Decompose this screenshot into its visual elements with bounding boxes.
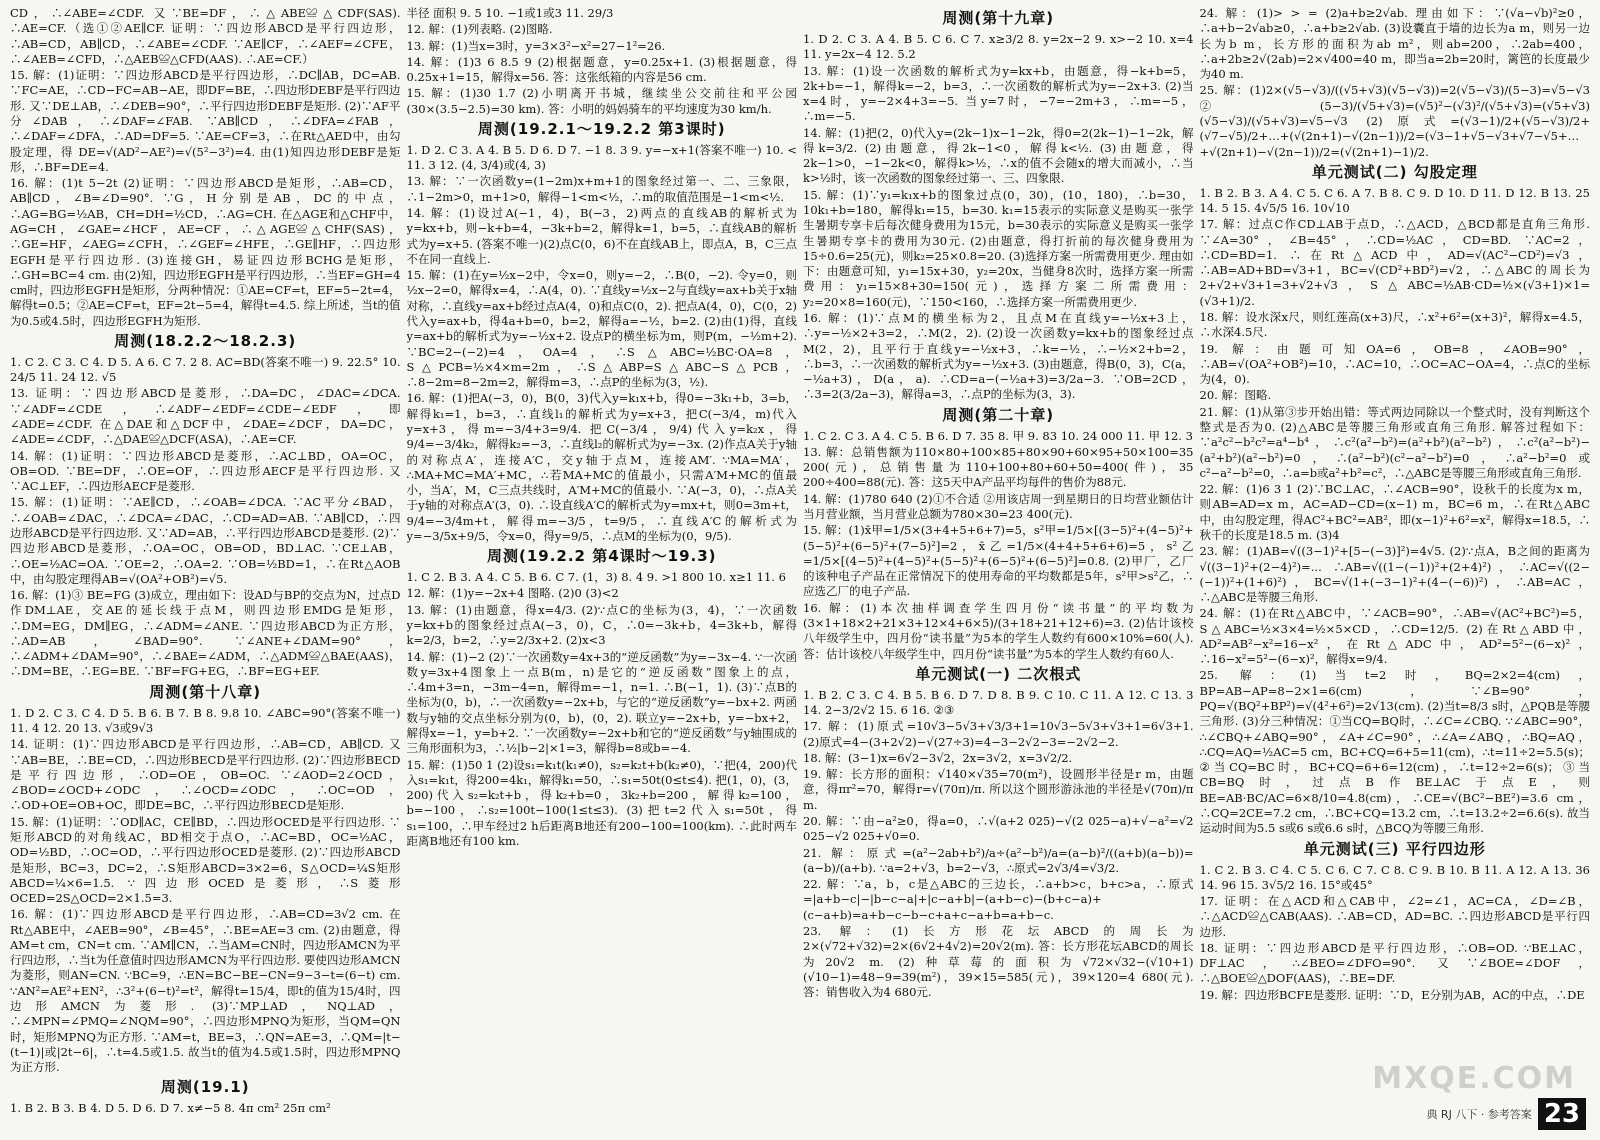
answer-paragraph: 半径 面积 9. 5 10. −1或1或3 11. 29/3: [406, 6, 614, 20]
section-heading: 单元测试(一) 二次根式: [915, 664, 1082, 683]
answer-paragraph: 17. 解：(1)原式=10√3−5√3+√3/3+1=10√3−5√3+√3+1=6√3+1. (2)原式=4−(3+2√2)−√(27÷3)=4−3−2√2−3=−2√2−2.: [803, 719, 1194, 749]
section-heading: 周测(19.1): [160, 1078, 250, 1097]
answer-paragraph: 19. 解：由题可知OA=6，OB=8，∠AOB=90°，∴AB=√(OA²+OB²)=10，∴AC=10，∴OC=AC−OA=4，∴点C的坐标为(4，0).: [1199, 341, 1590, 387]
section-heading: 周测(第十九章): [942, 9, 1055, 27]
answer-paragraph: 1. D 2. C 3. A 4. B 5. C 6. C 7. x≥3/2 8. y=2x−2 9. x>−2 10. x=4 11. y=2x−4 12. 5.2: [803, 31, 1194, 62]
answer-paragraph: 1. B 2. B 3. B 4. D 5. D 6. D 7. x≠−5 8. 4π cm² 25π cm²: [10, 1101, 331, 1116]
section-heading: 周测(18.2.2～18.2.3): [114, 331, 297, 350]
section-heading: 周测(第十八章): [149, 682, 262, 701]
answer-paragraph: 16. 解：(1)本次抽样调查学生四月份“读书量”的平均数为(3×1+18×2+21×3+12×4+6×5)/(3+18+21+12+6)=3. (2)估计该校八年级学生中，四月份“读书量”为5本的学生人数约有600×10%=60(人). 答：估计该校八年级学生中，四月份“读书量”为5本的学生人数约有60人.: [803, 600, 1194, 661]
answer-paragraph: 15. 解：(1)证明：∵OD∥AC，CE∥BD，∴四边形OCED是平行四边形. ∵矩形ABCD的对角线AC，BD相交于点O，∴AC=BD，OC=½AC，OD=½BD，∴OC=OD，∴平行四边形OCED是菱形. (2)∵四边形ABCD是矩形，BC=3，DC=2，∴S矩形ABCD=3×2=6，S△OCD=¼S矩形ABCD=¼×6=1.5. ∵四边形OCED是菱形，∴S菱形OCED=2S△OCD=2×1.5=3.: [10, 814, 401, 906]
answer-paragraph: 17. 证明：在△ACD和△CAB中，∠2=∠1，AC=CA，∠D=∠B，∴△ACD≌△CAB(AAS). ∴AB=CD，AD=BC. ∴四边形ABCD是平行四边形.: [1199, 894, 1590, 939]
answer-paragraph: 18. 解：设水深x尺，则红莲高(x+3)尺，∴x²+6²=(x+3)²，解得x=4.5，∴水深4.5尺.: [1199, 310, 1590, 340]
answer-paragraph: 25. 解：(1)2×(√5−√3)/((√5+√3)(√5−√3))=2(√5−√3)/(5−3)=√5−√3 ②(5−3)/(√5+√3)=(√5)²−(√3)²/(√5+√3)=(√5+√3)(√5−√3)/(√5+√3)=√5−√3 (2)原式=(√3−1)/2+(√5−√3)/2+(√7−√5)/2+…+(√(2n+1)−√(2n−1))/2=(√3−1+√5−√3+√7−√5+…+√(2n+1)−√(2n−1))/2=(√(2n+1)−1)/2.: [1199, 83, 1590, 159]
answer-paragraph: 20. 解：∵由−a²≥0，得a=0，∴√(a+2 025)−√(2 025−a)+√−a²=√2 025−√2 025+√0=0.: [803, 814, 1194, 844]
answer-paragraph: 18. 解：(3−1)x=6√2−3√2，2x=3√2，x=3√2/2.: [803, 750, 1073, 765]
series-label: 典 RJ 八下 · 参考答案: [1426, 1108, 1532, 1121]
answer-paragraph: 1. D 2. C 3. C 4. D 5. B 6. B 7. B 8. 9.8 10. ∠ABC=90°(答案不唯一) 11. 4 12. 20 13. √3或9√3: [10, 705, 401, 735]
page-footer: [1426, 1098, 1586, 1130]
answer-paragraph: 15. 解：(1)证明：∵AE∥CD，∴∠OAB=∠DCA. ∵AC平分∠BAD，∴∠OAB=∠DAC，∴∠DCA=∠DAC，∴CD=AD=AB. ∵AB∥CD，∴四边形ABCD是平行四边形. 又∵AD=AB，∴平行四边形ABCD是菱形. (2)∵四边形ABCD是菱形，∴OA=OC，OB=OD，BD⊥AC. ∵CE⊥AB，∴OE=½AC=OA. ∵OE=2，∴OA=2. ∵OB=½BD=1，∴在Rt△AOB中，由勾股定理得AB=√(OA²+OB²)=√5.: [10, 495, 401, 586]
answer-paragraph: 23. 解：(1)AB=√((3−1)²+[5−(−3)]²)=4√5. (2)∵点A，B之间的距离为√((3−1)²+(2−4)²)=... ∴AB=√((1−(−1))²+(2+4)²)，∴AC=√((2−(−1))²+(1+6)²)，BC=√(1+(−3−1)²+(4−(−6))²)，∴AB=AC，∴△ABC是等腰三角形.: [1199, 544, 1590, 605]
answer-paragraph: 22. 解：∵a，b，c是△ABC的三边长，∴a+b>c，b+c>a，∴原式=|a+b−c|−|b−c−a|+|c−a+b|−(a+b−c)−(b+c−a)+(c−a+b)=a+b−c−b−c+a+c−a+b=a+b−c.: [803, 877, 1194, 922]
answer-paragraph: 23. 解：(1)长方形花坛ABCD的周长为2×(√72+√32)=2×(6√2+4√2)=20√2(m). 答：长方形花坛ABCD的周长为20√2 m. (2)种草莓的面积为√72×√32−(√10+1)(√10−1)=48−9=39(m²)，39×15=585(元)，39×120=4 680(元). 答：销售收入为4 680元.: [803, 924, 1194, 1000]
answer-paragraph: 19. 解：长方形的面积：√140×√35=70(m²)，设圆形半径是r m，由题意，得πr²=70，解得r=√(70π)/π. 所以这个圆形游泳池的半径是√(70π)/π m.: [803, 767, 1194, 812]
answer-paragraph: 15. 解：(1)30 1.7 (2)小明离开书城，继续坐公交前往和平公园(30×(3.5−2.5)=30 km). 答：小明的妈妈骑车的平均速度为30 km/h.: [406, 86, 797, 116]
column-2: [407, 6, 798, 1132]
answer-paragraph: 13. 解：(1)当x=3时，y=3×3²−x²=27−1²=26.: [406, 38, 666, 53]
section-heading: 单元测试(二) 勾股定理: [1311, 162, 1478, 181]
answer-paragraph: 13. 解：∵一次函数y=(1−2m)x+m+1的图象经过第一、二、三象限，∴1−2m>0，m+1>0，解得−1<m<½，∴m的取值范围是−1<m<½.: [406, 174, 797, 204]
answer-paragraph: 14. 解：(1)3 6 8.5 9 (2)根据题意，y=0.25x+1. (3)根据题意，得0.25x+1=15，解得x=56. 答：这张纸箱的内容是56 cm.: [406, 54, 797, 85]
answer-paragraph: 16. 解：(1)∵点M的横坐标为2，且点M在直线y=−½x+3上，∴y=−½×2+3=2，∴M(2，2). (2)设一次函数y=kx+b的图象经过点M(2，2)，且平行于直线y=−½x+3，∴k=−½，∴−½×2+b=2，∴b=3，∴一次函数的解析式为y=−½x+3. (3)由题意，得B(0，3)，C(a，−½a+3)，D(a，a). ∴CD=a−(−½a+3)=3/2a−3. ∵OB=2CD，∴3=2(3/2a−3)，解得a=3，∴点P的坐标为(3，3).: [803, 311, 1194, 402]
answer-paragraph: 13. 解：(1)设一次函数的解析式为y=kx+b，由题意，得−k+b=5，2k+b=−1，解得k=−2，b=3，∴一次函数的解析式为y=−2x+3. (2)当x=4时，y=−2×4+3=−5. 当y=7时，−7=−2m+3，∴m=−5，∴m=−5.: [803, 63, 1194, 124]
section-heading: 周测(19.2.1～19.2.2 第3课时): [477, 119, 726, 138]
answer-paragraph: 20. 解：图略.: [1199, 388, 1272, 403]
answer-paragraph: 15. 解：(1)在y=½x−2中，令x=0，则y=−2，∴B(0，−2). 令y=0，则½x−2=0，解得x=4，∴A(4，0). ∵直线y=½x−2与直线y=ax+b关于x轴对称，∴直线y=ax+b经过点A(4，0)和点C(0，2). 把点A(4，0)，C(0，2)代入y=ax+b，得4a+b=0，b=2，解得a=−½，b=2. (2)由(1)得，直线y=ax+b的解析式为y=−½x+2. 设点P的横坐标为m，则P(m，−½m+2). ∵BC=2−(−2)=4，OA=4，∴S△ABC=½BC·OA=8，S△PCB=½×4×m=2m，∴S△ABP=S△ABC−S△PCB，∴8−2m=8−2m=2，解得m=3，∴点P的坐标为(3，½).: [406, 268, 797, 390]
answer-paragraph: 24. 解：(1)在Rt△ABC中，∵∠ACB=90°，∴AB=√(AC²+BC²)=5，S△ABC=½×3×4=½×5×CD，∴CD=12/5. (2)在Rt△ABD中，AD²=AB²−x²=16−x²，在Rt△ADC中，AD²=5²−(6−x)²，∴16−x²=5²−(6−x)²，解得x=9/4.: [1199, 606, 1590, 667]
answer-paragraph: 1. C 2. C 3. A 4. C 5. B 6. D 7. 35 8. 甲 9. 83 10. 24 000 11. 甲 12. 3: [803, 428, 1193, 443]
answer-paragraph: 16. 解：(1)∵四边形ABCD是平行四边形，∴AB=CD=3√2 cm. 在Rt△ABE中，∠AEB=90°，∠B=45°，∴BE=AE=3 cm. (2)由题意，得AM=t cm，CN=t cm. ∵AM∥CN，∴当AM=CN时，四边形AMCN为平行四边形，∴当t为任意值时四边形AMCN为平行四边形. 要使四边形AMCN为菱形，则AN=CN. ∵BC=9，∴EN=BC−BE−CN=9−3−t=(6−t) cm. ∵AN²=AE²+EN²，∴3²+(6−t)²=t²，解得t=15/4，即t的值为15/4时，四边形AMCN为菱形. (3)∵MP⊥AD，NQ⊥AD，∴∠MPN=∠PMQ=∠NQM=90°，∴四边形MPNQ为矩形，当QM=QN时，矩形MPNQ为正方形. ∵AM=t，BE=3，∴QN=AE=3，∴QM=|t−(t−1)|或|2t−6|，∴t=4.5或1.5. 故当t的值为4.5或1.5时，四边形MPNQ为正方形.: [10, 907, 401, 1075]
column-3: [803, 6, 1194, 1132]
answer-paragraph: 16. 解：(1)把A(−3，0)，B(0，3)代入y=k₁x+b，得0=−3k₁+b，3=b，解得k₁=1，b=3，∴直线l₁的解析式为y=x+3，把C(−3/4，m)代入y=x+3，得m=−3/4+3=9/4. 把C(−3/4，9/4)代入y=k₂x，得9/4=−3/4k₂，解得k₂=−3，∴直线l₂的解析式为y=−3x. (2)作点A关于y轴的对称点A′，连接A′C，交y轴于点M，连接AM′. ∵MA=MA′，∴MA+MC=MA′+MC，∴若MA+MC的值最小，只需A′M+MC的值最小，当A′，M，C三点共线时，A′M+MC的值最小. ∵A(−3，0)，∴点A关于y轴的对称点A′(3，0). ∴设直线A′C的解析式为y=mx+t，则0=3m+t，9/4=−3/4m+t，解得m=−3/5，t=9/5，∴直线A′C的解析式为y=−3/5x+9/5，令x=0，得y=9/5，∴点M的坐标为(0，9/5).: [406, 391, 797, 543]
answer-paragraph: 1. C 2. C 3. C 4. D 5. A 6. C 7. 2 8. AC=BD(答案不唯一) 9. 22.5° 10. 24/5 11. 24 12. √5: [10, 354, 401, 385]
column-4: [1200, 6, 1591, 1132]
site-watermark: MXQE.COM: [1372, 1061, 1576, 1096]
answer-paragraph: 15. 解：(1)x̄甲=1/5×(3+4+5+6+7)=5，s²甲=1/5×[(3−5)²+(4−5)²+(5−5)²+(6−5)²+(7−5)²]=2，x̄乙=1/5×(4+4+5+6+6)=5，s²乙=1/5×[(4−5)²+(4−5)²+(5−5)²+(6−5)²+(6−5)²]=0.8. (2)甲厂，乙厂的该种电子产品在正常情况下的使用寿命的平均数都是5年，s²甲>s²乙，∴应选乙厂的电子产品.: [803, 523, 1194, 599]
answer-paragraph: 14. 解：(1)证明：∵四边形ABCD是菱形，∴AC⊥BD，OA=OC，OB=OD. ∵BE=DF，∴OE=OF，∴四边形AECF是平行四边形. 又∵AC⊥EF，∴四边形AECF是菱形.: [10, 448, 401, 494]
answer-paragraph: 14. 解：(1)−2 (2)∵一次函数y=4x+3的“逆反函数”为y=−3x−4. ∵一次函数y=3x+4图象上一点B(m，n)是它的“逆反函数”图象上的点，∴4m+3=n，−3m−4=n，解得m=−1，n=1. ∴B(−1，1). (3)∵点B的坐标为(0，b)，∴一次函数y=−2x+b，与它的“逆反函数”y=−bx+2. 两函数与y轴的交点坐标分别为(0，b)，(0，2). 联立y=−2x+b，y=−bx+2，解得x=−1，y=b+2. ∵一次函数y=−2x+b和它的“逆反函数”与y轴围成的三角形面积为3，∴½|b−2|×1=3，解得b=8或b=−4.: [406, 649, 797, 756]
answer-paragraph: 22. 解：(1)6 3 1 (2)∵BC⊥AC，∴∠ACB=90°，设秋千的长度为x m，则AB=AD=x m，AC=AD−CD=(x−1) m，BC=6 m，∴在Rt△ABC中，由勾股定理，得AC²+BC²=AB²，即(x−1)²+6²=x²，解得x=18.5，∴秋千的长度是18.5 m. (3)4: [1199, 482, 1590, 542]
answer-paragraph: 12. 解：(1)y=−2x+4 图略. (2)0 (3)<2: [406, 586, 619, 601]
answer-paragraph: 15. 解：(1)50 1 (2)设s₁=k₁t(k₁≠0)，s₂=k₂t+b(k₂≠0)，∵把(4，200)代入s₁=k₁t，得200=4k₁，解得k₁=50，∴s₁=50t(0≤t≤4). 把(1，0)，(3，200)代入s₂=k₂t+b，得k₂+b=0，3k₂+b=200，解得k₂=100，b=−100，∴s₂=100t−100(1≤t≤3). (3)把t=2代入s₁=50t，得s₁=100，∴甲车经过2 h后距离B地还有200−100=100(km). ∴此时两车距离B地还有100 km.: [406, 757, 797, 848]
answer-paragraph: 16. 解：(1)③ BE=FG (3)成立，理由如下：设AD与BP的交点为N，过点D作DM⊥AE，交AE的延长线于点M，则四边形EMDG是矩形，∴DM=EG，DM∥EG，∴∠ADM=∠ANE. ∵四边形ABCD为正方形，∴AD=AB，∠BAD=90°. ∵∠ANE+∠DAM=90°，∴∠ADM+∠DAM=90°，∴∠BAE=∠ADM，∴△ADM≌△BAE(AAS)，∴DM=BE，∴EG=BE. ∵BF=FG+EG，∴BF=EG+EF.: [10, 588, 401, 679]
answer-paragraph: CD，∴∠ABE=∠CDF. 又∵BE=DF，∴△ABE≌△CDF(SAS). ∴AE=CF.（选①②AE∥CF. 证明：∵四边形ABCD是平行四边形，∴AB=CD，AB∥CD，∴∠ABE=∠CDF. ∵AE∥CF，∴∠AEF=∠CFE，∴∠AEB=∠CFD，∴△AEB≌△CFD(AAS). ∴AE=CF.）: [10, 6, 401, 66]
answer-paragraph: 13. 证明：∵四边形ABCD是菱形，∴DA=DC，∠DAC=∠DCA. ∵∠ADF=∠CDE，∴∠ADF−∠EDF=∠CDE−∠EDF，即∠ADE=∠CDF. 在△DAE和△DCF中，∠DAE=∠DCF，DA=DC，∠ADE=∠CDF，∴△DAE≌△DCF(ASA)，∴AE=CF.: [10, 386, 401, 447]
answer-paragraph: 1. C 2. B 3. C 4. C 5. C 6. C 7. C 8. C 9. B 10. B 11. A 12. A 13. 36 14. 96 15. 3√5/2 16. 15°或45°: [1199, 862, 1590, 892]
answer-paragraph: 21. 解：(1)从第③步开始出错：等式两边同除以一个整式时，没有判断这个整式是否为0. (2)△ABC是等腰三角形或直角三角形. 解答过程如下：∵a²c²−b²c²=a⁴−b⁴，∴c²(a²−b²)=(a²+b²)(a²−b²)，∴c²(a²−b²)−(a²+b²)(a²−b²)=0，∴(a²−b²)(c²−a²−b²)=0，∴a²−b²=0或c²−a²−b²=0，∴a=b或a²+b²=c²，∴△ABC是等腰三角形或直角三角形.: [1199, 404, 1590, 480]
answer-paragraph: 14. 证明：(1)∵四边形ABCD是平行四边形，∴AB=CD，AB∥CD. 又∵AB=BE，∴BE=CD，∴四边形BECD是平行四边形. (2)∵四边形BECD是平行四边形，∴OD=OE，OB=OC. ∵∠AOD=2∠OCD，∠BOD=∠OCD+∠ODC，∴∠OCD=∠ODC，∴OC=OD，∴OD+OE=OB+OC，即DE=BC，∴平行四边形BECD是矩形.: [10, 737, 401, 813]
column-1: [10, 6, 401, 1132]
answer-paragraph: 18. 证明：∵四边形ABCD是平行四边形，∴OB=OD. ∵BE⊥AC，DF⊥AC，∴∠BEO=∠DFO=90°. 又∵∠BOE=∠DOF，∴△BOE≌△DOF(AAS)，∴BE=DF.: [1199, 940, 1590, 986]
answer-paragraph: 13. 解：(1)由题意，得x=4/3. (2)∵点C的坐标为(3，4)，∵一次函数y=kx+b的图象经过点A(−3，0)，C，∴0=−3k+b，4=3k+b，解得k=2/3，b=2，∴y=2/3x+2. (2)x<3: [406, 602, 797, 648]
page-number: 23: [1538, 1098, 1586, 1130]
answer-paragraph: 21. 解：原式=(a²−2ab+b²)/a÷(a²−b²)/a=(a−b)²/((a+b)(a−b))=(a−b)/(a+b). ∵a=2+√3，b=2−√3，∴原式=2√3/4=√3/2.: [803, 845, 1194, 875]
answer-key-page: [10, 6, 1590, 1132]
answer-paragraph: 25. 解：(1)当t=2时，BQ=2×2=4(cm)，BP=AB−AP=8−2×1=6(cm)，∵∠B=90°，PQ=√(BQ²+BP²)=√(4²+6²)=2√13(cm). (2)当t=8/3 s时，△PQB是等腰三角形. (3)分三种情况：①当CQ=BQ时，∴∠C=∠CBQ. ∵∠ABC=90°，∴∠CBQ+∠ABQ=90°，∠A+∠C=90°，∴∠A=∠ABQ，∴BQ=AQ，∴CQ=AQ=½AC=5 cm，BC+CQ=6+5=11(cm)，∴t=11÷2=5.5(s)；②当CQ=BC时，BC+CQ=6+6=12(cm)，∴t=12÷2=6(s)；③当CB=BQ时，过点B作BE⊥AC于点E，则BE=AB·BC/AC=6×8/10=4.8(cm)，∴CE=√(BC²−BE²)=3.6 cm，∴CQ=2CE=7.2 cm，∴BC+CQ=13.2 cm，∴t=13.2÷2=6.6(s). 故当运动时间为5.5 s或6 s或6.6 s时，△BCQ为等腰三角形.: [1199, 668, 1590, 836]
answer-paragraph: 1. C 2. B 3. A 4. C 5. B 6. C 7. (1，3) 8. 4 9. >1 800 10. x≥1 11. 6: [406, 570, 786, 585]
answer-paragraph: 13. 解：总销售额为110×80+100×85+80×90+60×95+50×100=35 200(元)，总销售量为110+100+80+60+50=400(件)，35 200÷400=88(元). 答：这5天中A产品平均每件的售价为88元.: [803, 444, 1194, 490]
answer-paragraph: 15. 解：(1)∵y₁=k₁x+b的图象过点(0，30)，(10，180)，∴b=30，10k₁+b=180，解得k₁=15，b=30. k₁=15表示的实际意义是购买一张学生暑期专享卡后每次健身费用为15元，b=30表示的实际意义是购买一张学生暑期专享卡的费用为30元. (2)由题意，得打折前的每次健身费用为15÷0.6=25(元)，则k₂=25×0.8=20. (3)选择方案一所需费用更少. 理由如下：由题意可知，y₁=15x+30，y₂=20x，当健身8次时，选择方案一所需费用：y₁=15×8+30=150(元)，选择方案二所需费用：y₂=20×8=160(元)，∵150<160，∴选择方案一所需费用更少.: [803, 187, 1194, 309]
answer-paragraph: 19. 解：四边形BCFE是菱形. 证明：∵D，E分别为AB，AC的中点，∴DE: [1199, 987, 1585, 1002]
section-heading: 周测(第二十章): [942, 405, 1055, 424]
answer-paragraph: 12. 解：(1)列表略. (2)图略.: [406, 22, 553, 37]
answer-paragraph: 14. 解：(1)780 640 (2)①不合适 ②用该店周一到星期日的日均营业额估计当月营业额，当月营业总额为780×30=23 400(元).: [803, 491, 1194, 522]
answer-paragraph: 14. 解：(1)设过A(−1，4)，B(−3，2)两点的直线AB的解析式为y=kx+b，则−k+b=4，−3k+b=2，解得k=1，b=5，∴直线AB的解析式为y=x+5. (答案不唯一)(2)点C(0，6)不在直线AB上，即点A，B，C三点不在同一直线上.: [406, 206, 797, 266]
answer-paragraph: 1. B 2. C 3. C 4. B 5. B 6. D 7. D 8. B 9. C 10. C 11. A 12. C 13. 3 14. 2−3/2√2 15. 6 16. ②③: [803, 687, 1194, 718]
answer-paragraph: 15. 解：(1)证明：∵四边形ABCD是平行四边形，∴DC∥AB，DC=AB. ∵FC=AE，∴CD−FC=AB−AE，即DF=BE，∴四边形DEBF是平行四边形. 又∵DE⊥AB，∴∠DEB=90°，∴平行四边形DEBF是矩形. (2)∵AF平分∠DAB，∴∠DAF=∠FAB. ∵AB∥CD，∴∠DFA=∠FAB，∴∠DAF=∠DFA，∴AD=DF=5. ∵AE=CF=3，∴在Rt△AED中，由勾股定理，得 DE=√(AD²−AE²)=√(5²−3²)=4. 由(1)知四边形DEBF是矩形，∴BF=DE=4.: [10, 68, 401, 174]
answer-paragraph: 1. B 2. B 3. A 4. C 5. C 6. A 7. B 8. C 9. D 10. D 11. D 12. B 13. 25 14. 5 15. 4√5/5 16. 10√10: [1199, 185, 1590, 216]
answer-paragraph: 17. 解：过点C作CD⊥AB于点D，∴△ACD，△BCD都是直角三角形. ∵∠A=30°，∠B=45°，∴CD=½AC，CD=BD. ∵AC=2，∴CD=BD=1. ∴在Rt△ACD中，AD=√(AC²−CD²)=√3，∴AB=AD+BD=√3+1，BC=√(CD²+BD²)=√2，∴△ABC的周长为2+√2+√3+1=3+√2+√3，S△ABC=½AB·CD=½×(√3+1)×1=(√3+1)/2.: [1199, 217, 1590, 308]
section-heading: 单元测试(三) 平行四边形: [1303, 839, 1486, 858]
answer-paragraph: 14. 解：(1)把(2，0)代入y=(2k−1)x−1−2k，得0=2(2k−1)−1−2k，解得k=3/2. (2)由题意，得2k−1<0，解得k<½. (3)由题意，得2k−1>0，−1−2k<0，解得k>½，∴x的值不会随x的增大而减小，∴当k>½时，该一次函数的图象经过第一、三、四象限.: [803, 125, 1194, 186]
answer-paragraph: 16. 解：(1)t 5−2t (2)证明：∵四边形ABCD是矩形，∴AB=CD，AB∥CD，∠B=∠D=90°. ∵G，H分别是AB，DC的中点，∴AG=BG=½AB，CH=DH=½CD，∴AG=CH. 在△AGE和△CHF中，AG=CH，∠GAE=∠HCF，AE=CF，∴△AGE≌△CHF(SAS)，∴GE=HF，∠AEG=∠CFH，∴∠GEF=∠HFE，∴GE∥HF，∴四边形EGFH是平行四边形. (3)连接GH，易证四边形BCHG是矩形，∴GH=BC=4 cm. 由(2)知，四边形EGFH是平行四边形，∴当EF=GH=4 cm时，四边形EGFH是矩形，分两种情况：①AE=CF=t，EF=5−2t=4，解得t=0.5；②AE=CF=t，EF=2t−5=4，解得t=4.5. 综上所述，当t的值为0.5或4.5时，四边形EGFH为矩形.: [10, 176, 401, 328]
answer-paragraph: 24. 解：(1)> > = (2)a+b≥2√ab. 理由如下：∵(√a−√b)²≥0，∴a+b−2√ab≥0，∴a+b≥2√ab. (3)设囊直于墙的边长为a m，则另一边长为b m，长方形的面积为ab m²，则ab=200，∴2ab=400，∴a+2b≥2√(2ab)=2×√400=40 m，即当a=2b=20时，篱笆的长度最少为40 m.: [1199, 6, 1590, 82]
section-heading: 周测(19.2.2 第4课时～19.3): [486, 547, 717, 566]
answer-paragraph: 1. D 2. C 3. A 4. B 5. D 6. D 7. −1 8. 3 9. y=−x+1(答案不唯一) 10. < 11. 3 12. (4, 3/4)或(4, 3): [406, 142, 797, 173]
